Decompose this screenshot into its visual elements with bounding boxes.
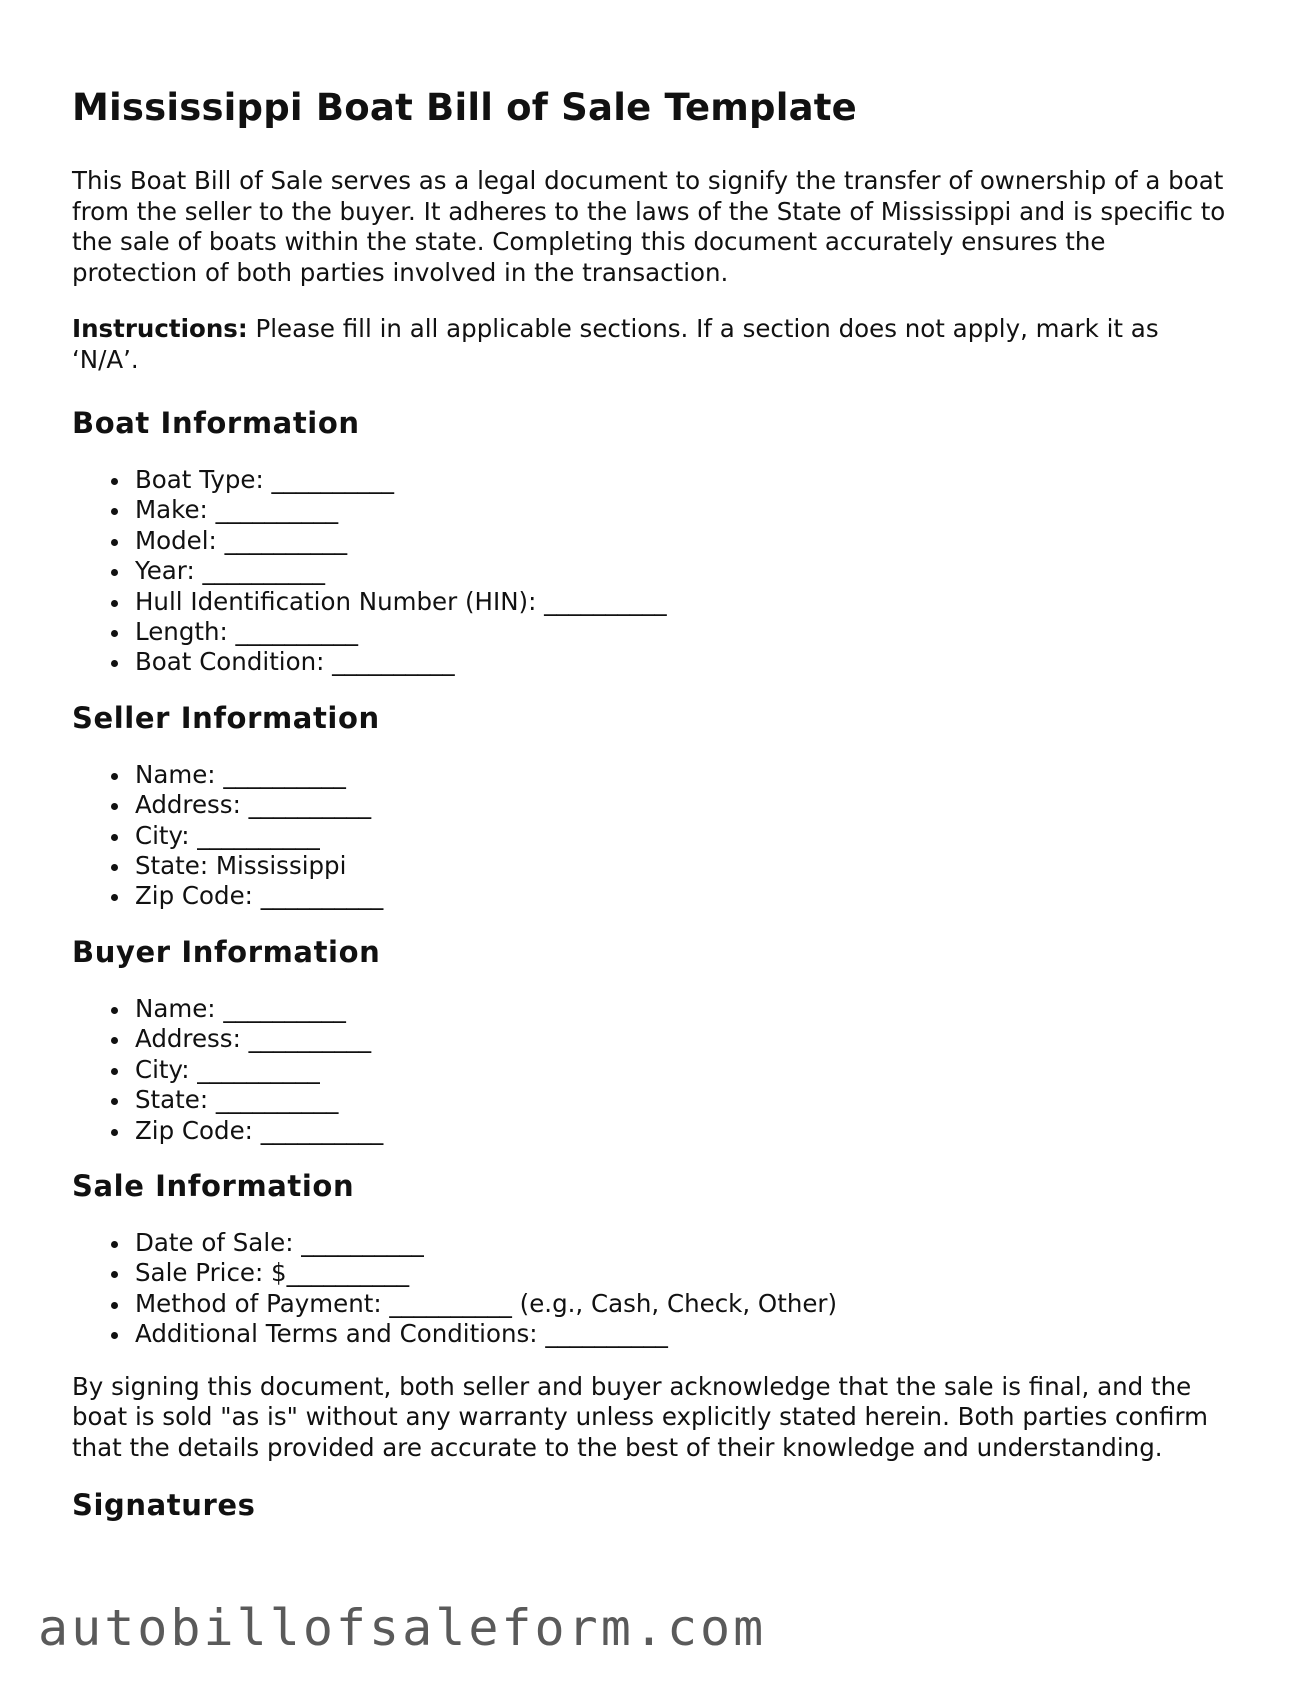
list-item: Date of Sale: __________ — [135, 1228, 1232, 1258]
list-item: Address: __________ — [135, 1024, 1232, 1054]
document-page — [72, 86, 1232, 1547]
boat-information-list — [72, 465, 1232, 678]
list-item: Zip Code: __________ — [135, 1116, 1232, 1146]
sale-information-heading: Sale Information — [72, 1168, 355, 1203]
list-item: Name: __________ — [135, 760, 1232, 790]
list-item: State: __________ — [135, 1085, 1232, 1115]
list-item: Boat Condition: __________ — [135, 647, 1232, 677]
watermark: autobillofsaleform.com — [38, 1599, 767, 1657]
buyer-information-list — [72, 994, 1232, 1146]
list-item: Model: __________ — [135, 526, 1232, 556]
list-item: Address: __________ — [135, 790, 1232, 820]
list-item: Zip Code: __________ — [135, 881, 1232, 911]
list-item: City: __________ — [135, 821, 1232, 851]
acknowledgement-paragraph: By signing this document, both seller and buyer acknowledge that the sale is final, and the boat is sold "as is" without any warranty unless explicitly stated herein. Both parties confirm that the details provided are accurate to the best of their knowledge and understanding. — [72, 1371, 1208, 1462]
seller-information-heading: Seller Information — [72, 700, 380, 735]
page-title: Mississippi Boat Bill of Sale Template — [72, 86, 857, 129]
list-item: City: __________ — [135, 1055, 1232, 1085]
list-item: State: Mississippi — [135, 851, 1232, 881]
list-item: Method of Payment: __________ (e.g., Cash, Check, Other) — [135, 1289, 1232, 1319]
list-item: Name: __________ — [135, 994, 1232, 1024]
sale-information-list — [72, 1228, 1232, 1350]
signatures-heading: Signatures — [72, 1488, 256, 1523]
buyer-information-heading: Buyer Information — [72, 934, 381, 969]
seller-information-list — [72, 760, 1232, 912]
intro-paragraph: This Boat Bill of Sale serves as a legal document to signify the transfer of ownership of a boat from the seller to the buyer. It adheres to the laws of the State of Mississippi and is specific to the sale of boats within the state. Completing this document accurately ensures the protection of both parties involved in the transaction. — [72, 166, 1226, 287]
list-item: Length: __________ — [135, 617, 1232, 647]
list-item: Boat Type: __________ — [135, 465, 1232, 495]
list-item: Sale Price: $__________ — [135, 1258, 1232, 1288]
instructions-text: Please fill in all applicable sections. If a section does not apply, mark it as ‘N/A’. — [72, 314, 1159, 374]
list-item: Hull Identification Number (HIN): __________ — [135, 587, 1232, 617]
instructions-paragraph — [72, 314, 1232, 375]
instructions-label: Instructions: — [72, 314, 248, 343]
list-item: Additional Terms and Conditions: __________ — [135, 1319, 1232, 1349]
list-item: Year: __________ — [135, 556, 1232, 586]
boat-information-heading: Boat Information — [72, 406, 360, 440]
list-item: Make: __________ — [135, 495, 1232, 525]
